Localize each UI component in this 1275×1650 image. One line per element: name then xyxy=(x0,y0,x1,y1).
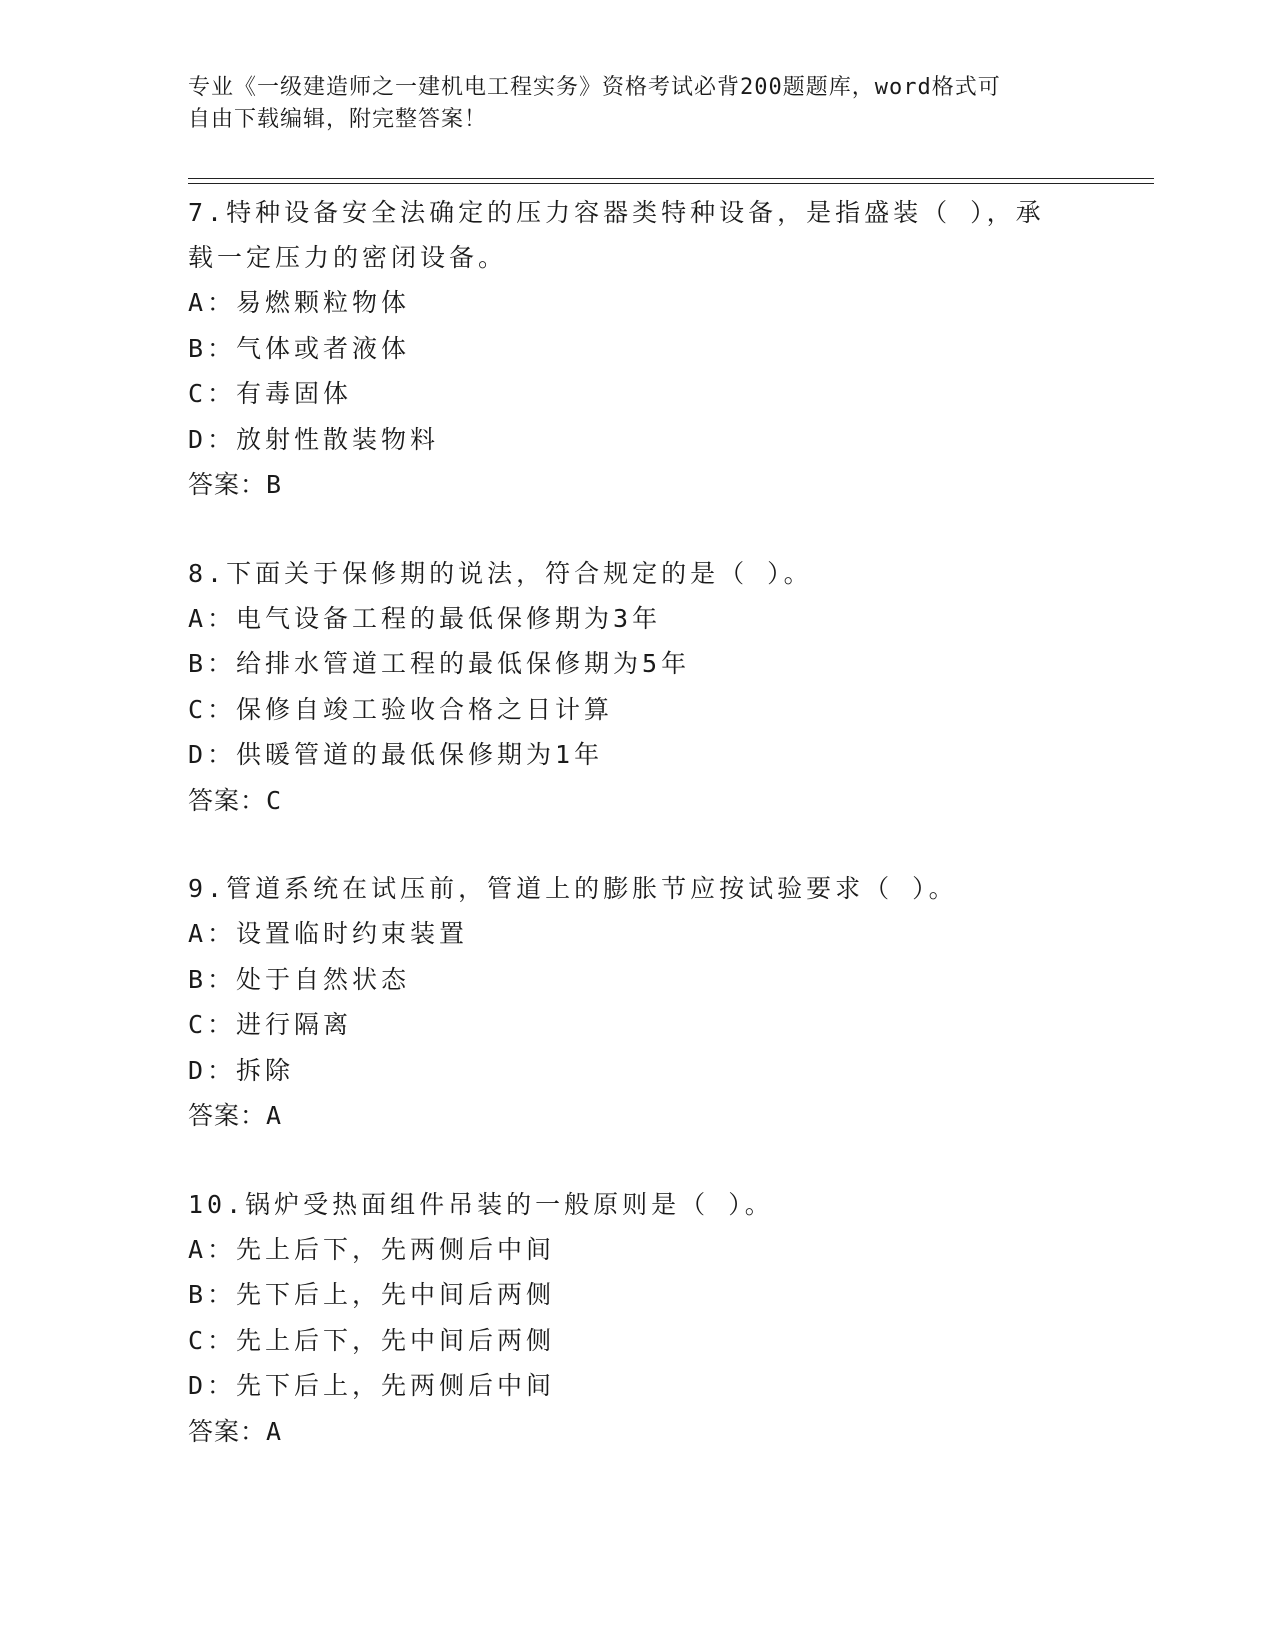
option-c: C：进行隔离 xyxy=(188,1010,353,1039)
header-line-1: 专业《一级建造师之一建机电工程实务》资格考试必背200题题库，word格式可 xyxy=(188,75,1001,100)
header-line-2: 自由下载编辑，附完整答案！ xyxy=(188,107,488,132)
question-8 xyxy=(188,551,1088,824)
option-b: B：给排水管道工程的最低保修期为5年 xyxy=(188,649,691,678)
option-b: B：先下后上，先中间后两侧 xyxy=(188,1280,556,1309)
question-stem: 8.下面关于保修期的说法，符合规定的是（ ）。 xyxy=(188,558,813,588)
question-stem-line-2: 载一定压力的密闭设备。 xyxy=(188,243,508,272)
question-9 xyxy=(188,866,1088,1139)
option-d: D：放射性散装物料 xyxy=(188,424,440,454)
question-stem-line-1: 7.特种设备安全法确定的压力容器类特种设备，是指盛装（ ），承 xyxy=(188,198,1045,227)
question-list xyxy=(188,190,1088,1454)
option-d: D：拆除 xyxy=(188,1055,295,1085)
question-spacer xyxy=(188,823,1088,866)
question-spacer xyxy=(188,1139,1088,1182)
document-header xyxy=(188,72,1088,136)
option-c: C：先上后下，先中间后两侧 xyxy=(188,1325,556,1355)
header-divider-top xyxy=(188,178,1154,179)
option-d: D：先下后上，先两侧后中间 xyxy=(188,1371,556,1400)
question-stem: 9.管道系统在试压前，管道上的膨胀节应按试验要求（ ）。 xyxy=(188,874,958,903)
question-stem: 10.锅炉受热面组件吊装的一般原则是（ ）。 xyxy=(188,1189,774,1219)
option-b: B：气体或者液体 xyxy=(188,333,411,363)
option-a: A：易燃颗粒物体 xyxy=(188,288,411,317)
option-a: A：电气设备工程的最低保修期为3年 xyxy=(188,603,662,633)
option-b: B：处于自然状态 xyxy=(188,964,411,994)
option-c: C：有毒固体 xyxy=(188,379,353,408)
answer: 答案：A xyxy=(188,1416,283,1446)
answer: 答案：B xyxy=(188,470,283,499)
option-a: A：设置临时约束装置 xyxy=(188,919,469,948)
option-d: D：供暖管道的最低保修期为1年 xyxy=(188,740,604,769)
answer: 答案：C xyxy=(188,785,283,815)
option-c: C：保修自竣工验收合格之日计算 xyxy=(188,694,614,724)
question-10 xyxy=(188,1182,1088,1455)
question-stem xyxy=(188,190,1088,280)
answer: 答案：A xyxy=(188,1101,283,1130)
header-divider-bottom xyxy=(188,183,1154,184)
option-a: A：先上后下，先两侧后中间 xyxy=(188,1234,556,1264)
question-7 xyxy=(188,190,1088,508)
question-spacer xyxy=(188,508,1088,551)
